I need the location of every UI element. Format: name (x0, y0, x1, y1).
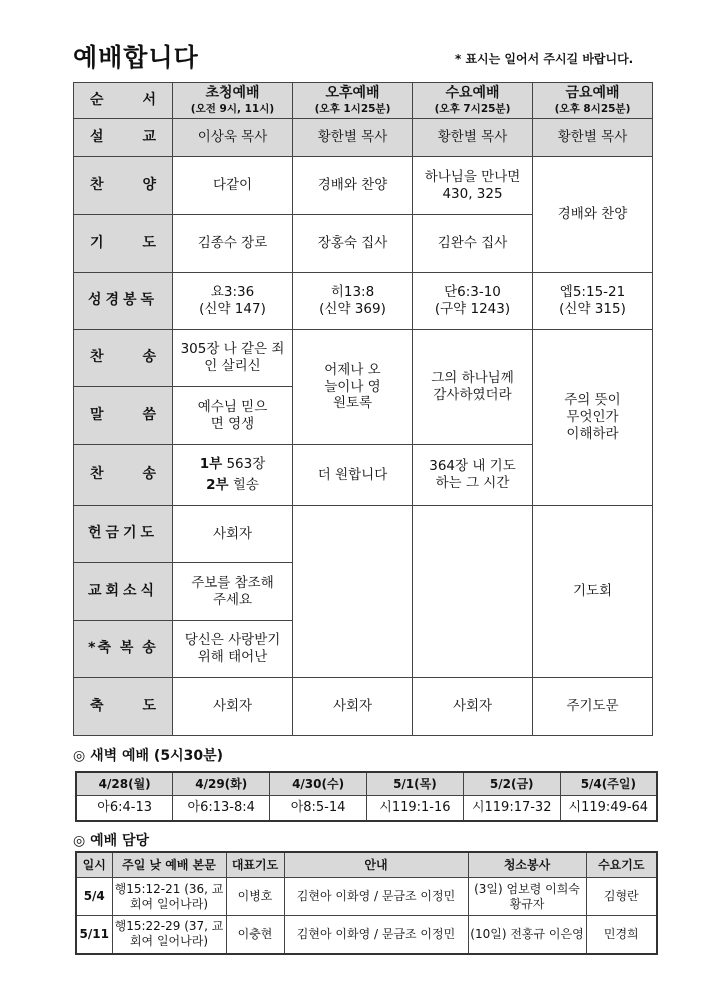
sermon-morning: 이상욱 목사 (173, 119, 293, 157)
scripture-afternoon: 히13:8 (신약 369) (293, 273, 413, 330)
duty-guide: 김현아 이화영 / 문금조 이정민 (284, 916, 468, 954)
scripture-friday: 엡5:15-21 (신약 315) (533, 273, 653, 330)
prayer-wednesday: 김완수 집사 (413, 215, 533, 273)
worship-order-table (73, 82, 653, 736)
praise-wednesday: 하나님을 만나면 430, 325 (413, 157, 533, 215)
offering-morning: 사회자 (173, 506, 293, 563)
dawn-section-title: ◎ 새벽 예배 (5시30분) (73, 748, 224, 764)
dawn-reading: 아6:4-13 (76, 796, 173, 822)
duty-row (76, 916, 657, 954)
scripture-label: 성경봉독 (74, 273, 173, 330)
sermon-afternoon: 황한별 목사 (293, 119, 413, 157)
duty-cleaning: (3일) 엄보령 이희숙 황규자 (468, 878, 586, 916)
prayer-morning: 김종수 장로 (173, 215, 293, 273)
header-row (74, 83, 653, 119)
empty-afternoon (293, 506, 413, 678)
praise-afternoon: 경배와 찬양 (293, 157, 413, 215)
benediction-label: 축 도 (74, 678, 173, 736)
hymn2-afternoon: 더 원합니다 (293, 445, 413, 506)
duty-header-row (76, 852, 657, 878)
duty-prayer: 이충현 (226, 916, 284, 954)
scripture-morning: 요3:36 (신약 147) (173, 273, 293, 330)
dawn-readings-row (76, 796, 657, 822)
duty-table (75, 851, 658, 955)
hymn2-morning: 1부 563장 2부 힐송 (173, 445, 293, 506)
dawn-reading: 아6:13-8:4 (173, 796, 270, 822)
doxology-morning: 당신은 사랑받기 위해 태어난 (173, 621, 293, 678)
benediction-morning: 사회자 (173, 678, 293, 736)
dawn-reading: 시119:49-64 (560, 796, 657, 822)
empty-wednesday (413, 506, 533, 678)
news-morning: 주보를 참조해 주세요 (173, 563, 293, 621)
sermon-wednesday: 황한별 목사 (413, 119, 533, 157)
word-label: 말 씀 (74, 387, 173, 445)
duty-wednesday-prayer: 민경희 (586, 916, 657, 954)
duty-header: 안내 (284, 852, 468, 878)
word-friday: 주의 뜻이 무엇인가 이해하라 (533, 330, 653, 506)
benediction-row (74, 678, 653, 736)
col-friday: 금요예배 (오후 8시25분) (533, 83, 653, 119)
dawn-days-row (76, 772, 657, 796)
doxology-label: *축 복 송 (74, 621, 173, 678)
word-afternoon: 어제나 오늘이나 영원토록 (293, 330, 413, 445)
scripture-row (74, 273, 653, 330)
dawn-day: 4/28(월) (76, 772, 173, 796)
duty-wednesday-prayer: 김형란 (586, 878, 657, 916)
word-morning: 예수님 믿으면 영생 (173, 387, 293, 445)
dawn-day: 5/1(목) (366, 772, 463, 796)
benediction-wednesday: 사회자 (413, 678, 533, 736)
duty-date: 5/11 (76, 916, 112, 954)
duty-header: 대표기도 (226, 852, 284, 878)
praise-label: 찬 양 (74, 157, 173, 215)
dawn-day: 4/29(화) (173, 772, 270, 796)
scripture-wednesday: 단6:3-10 (구약 1243) (413, 273, 533, 330)
benediction-afternoon: 사회자 (293, 678, 413, 736)
duty-guide: 김현아 이화영 / 문금조 이정민 (284, 878, 468, 916)
order-label: 순 서 (74, 83, 173, 119)
sermon-label: 설 교 (74, 119, 173, 157)
sermon-friday: 황한별 목사 (533, 119, 653, 157)
hymn-morning: 305장 나 같은 죄인 살리신 (173, 330, 293, 387)
hymn2-wednesday: 364장 내 기도하는 그 시간 (413, 445, 533, 506)
sermon-row (74, 119, 653, 157)
praise-row (74, 157, 653, 215)
duty-row (76, 878, 657, 916)
benediction-friday: 주기도문 (533, 678, 653, 736)
duty-prayer: 이병호 (226, 878, 284, 916)
dawn-reading: 시119:1-16 (366, 796, 463, 822)
dawn-day: 4/30(수) (270, 772, 367, 796)
word-wednesday: 그의 하나님께 감사하였더라 (413, 330, 533, 445)
duty-header: 일시 (76, 852, 112, 878)
duty-date: 5/4 (76, 878, 112, 916)
standing-note: * 표시는 일어서 주시길 바랍니다. (455, 52, 634, 66)
col-wednesday: 수요예배 (오후 7시25분) (413, 83, 533, 119)
prayer-meeting-friday: 기도회 (533, 506, 653, 678)
hymn2-label: 찬 송 (74, 445, 173, 506)
dawn-day: 5/2(금) (463, 772, 560, 796)
duty-header: 주일 낮 예배 본문 (112, 852, 226, 878)
praise-morning: 다같이 (173, 157, 293, 215)
offering-label: 헌금기도 (74, 506, 173, 563)
hymn-row (74, 330, 653, 387)
prayer-afternoon: 장홍숙 집사 (293, 215, 413, 273)
offering-row (74, 506, 653, 563)
dawn-schedule-table (75, 771, 658, 822)
dawn-reading: 시119:17-32 (463, 796, 560, 822)
col-morning: 초청예배 (오전 9시, 11시) (173, 83, 293, 119)
praise-friday: 경배와 찬양 (533, 157, 653, 273)
dawn-day: 5/4(주일) (560, 772, 657, 796)
col-afternoon: 오후예배 (오후 1시25분) (293, 83, 413, 119)
prayer-label: 기 도 (74, 215, 173, 273)
dawn-reading: 아8:5-14 (270, 796, 367, 822)
duty-passage: 행15:22-29 (37, 교회여 일어나라) (112, 916, 226, 954)
duty-passage: 행15:12-21 (36, 교회여 일어나라) (112, 878, 226, 916)
page-title: 예배합니다 (73, 43, 199, 72)
news-label: 교회소식 (74, 563, 173, 621)
duty-section-title: ◎ 예배 담당 (73, 833, 150, 849)
duty-header: 수요기도 (586, 852, 657, 878)
duty-cleaning: (10일) 전홍규 이은영 (468, 916, 586, 954)
hymn-label: 찬 송 (74, 330, 173, 387)
duty-header: 청소봉사 (468, 852, 586, 878)
